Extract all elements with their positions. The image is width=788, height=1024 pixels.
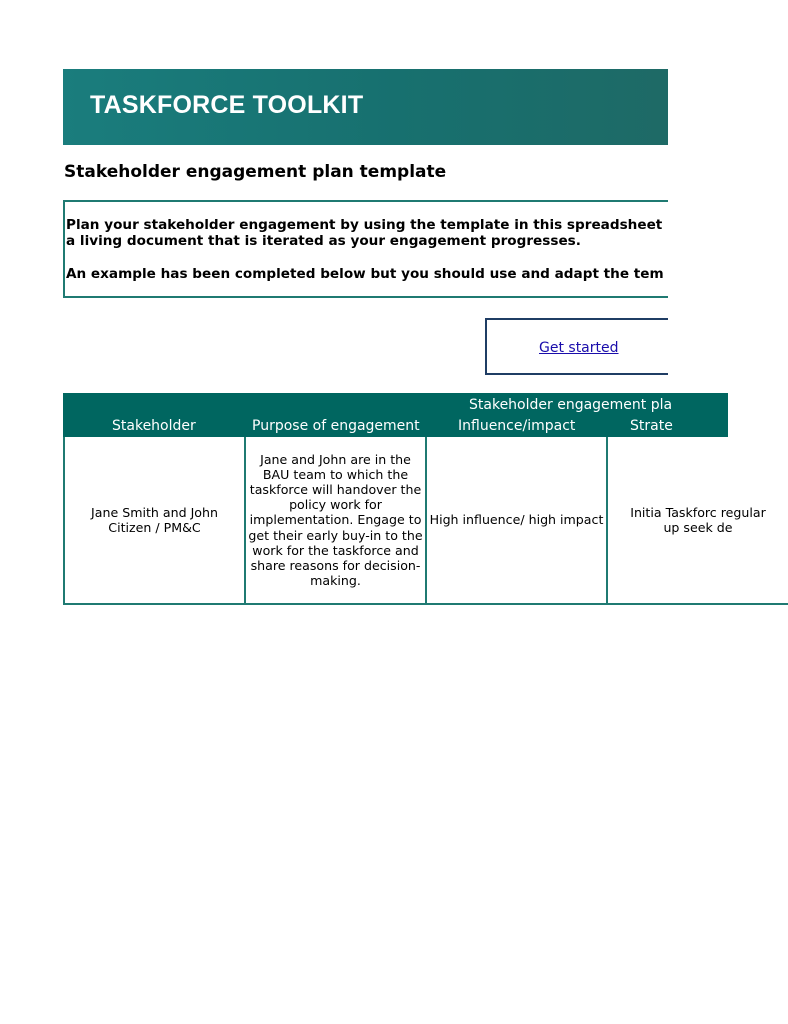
header-strategy: Strate (630, 418, 673, 434)
table-header (63, 393, 728, 437)
cell-strategy[interactable] (606, 437, 788, 603)
header-purpose: Purpose of engagement (252, 418, 420, 434)
cell-influence-text: High influence/ high impact (429, 512, 604, 528)
engagement-plan-table (63, 393, 766, 605)
header-stakeholder: Stakeholder (112, 418, 196, 434)
get-started-link[interactable]: Get started (539, 340, 619, 356)
cell-stakeholder[interactable] (63, 437, 244, 603)
banner-title: TASKFORCE TOOLKIT (90, 91, 364, 119)
group-header: Stakeholder engagement pla (469, 397, 673, 413)
table-row (63, 437, 788, 605)
cell-stakeholder-text: Jane Smith and John Citizen / PM&C (91, 504, 218, 535)
page-title: Stakeholder engagement plan template (64, 162, 447, 182)
header-influence: Influence/impact (458, 418, 576, 434)
cell-influence[interactable] (425, 437, 606, 603)
intro-line-1: Plan your stakeholder engagement by using the template in this spreadsheet (66, 217, 663, 233)
cell-purpose-text: Jane and John are in the BAU team to which the taskforce will handover the policy work for implementation. Engage to get their early buy-in to the work for the taskforce and share reasons for decision-making. (248, 451, 423, 589)
get-started-box[interactable] (485, 318, 668, 375)
cell-strategy-text: Initia Taskforc regular up seek de (630, 504, 766, 535)
intro-box (63, 200, 668, 298)
table-body (63, 437, 766, 605)
toolkit-banner (63, 69, 668, 145)
intro-line-2: a living document that is iterated as your engagement progresses. (66, 233, 581, 249)
cell-purpose[interactable] (244, 437, 425, 603)
intro-line-3: An example has been completed below but you should use and adapt the tem (66, 266, 664, 282)
